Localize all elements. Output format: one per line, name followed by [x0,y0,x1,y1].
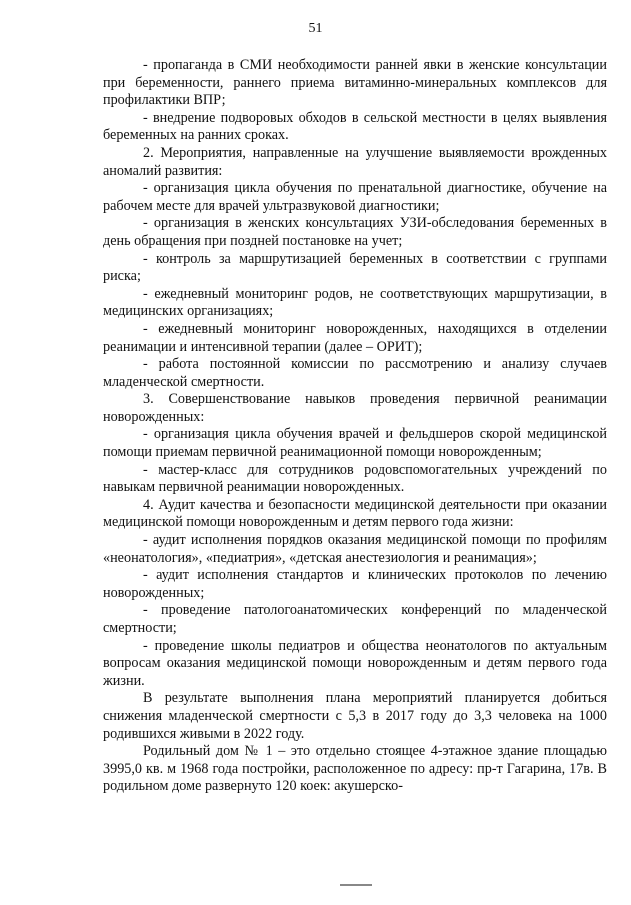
paragraph: - аудит исполнения стандартов и клинических протоколов по лечению новорожденных; [103,567,607,601]
footer-rule [340,884,372,886]
paragraph: - аудит исполнения порядков оказания медицинской помощи по профилям «неонатология», «педиатрия», «детская анестезиология и реанимация»; [103,532,607,566]
paragraph: - организация цикла обучения по пренатальной диагностике, обучение на рабочем месте для врачей ультразвуковой диагностики; [103,180,607,214]
paragraph: 3. Совершенствование навыков проведения первичной реанимации новорожденных: [103,391,607,425]
paragraph: - организация цикла обучения врачей и фельдшеров скорой медицинской помощи приемам первичной реанимационной помощи новорожденным; [103,426,607,461]
page-number: 51 [308,21,323,36]
paragraph: - внедрение подворовых обходов в сельской местности в целях выявления беременных на ранних сроках. [103,109,607,144]
paragraph: В результате выполнения плана мероприятий планируется добиться снижения младенческой смертности с 5,3 в 2017 году до 3,3 человека на 1000 родившихся живыми в 2022 году. [103,690,607,742]
paragraph: - проведение патологоанатомических конференций по младенческой смертности; [103,602,607,636]
paragraph: - проведение школы педиатров и общества неонатологов по актуальным вопросам оказания медицинской помощи новорожденным и детям первого года жизни. [103,637,607,689]
paragraph: 2. Мероприятия, направленные на улучшение выявляемости врожденных аномалий развития: [103,144,607,179]
paragraph: - контроль за маршрутизацией беременных в соответствии с группами риска; [103,250,607,285]
paragraph: 4. Аудит качества и безопасности медицинской деятельности при оказании медицинской помощи новорожденным и детям первого года жизни: [103,496,607,531]
paragraph: - пропаганда в СМИ необходимости ранней явки в женские консультации при беременности, раннего приема витаминно-минеральных комплексов для профилактики ВПР; [103,57,607,109]
paragraph: - организация в женских консультациях УЗИ-обследования беременных в день обращения при поздней постановке на учет; [103,215,607,249]
body-text [103,57,607,796]
paragraph: Родильный дом № 1 – это отдельно стоящее 4-этажное здание площадью 3995,0 кв. м 1968 года постройки, расположенное по адресу: пр-т Гагарина, 17в. В родильном доме развернуто 120 коек: акушерско- [103,743,607,795]
paragraph: - ежедневный мониторинг родов, не соответствующих маршрутизации, в медицинских организациях; [103,285,607,320]
paragraph: - мастер-класс для сотрудников родовспомогательных учреждений по навыкам первичной реанимации новорожденных. [103,461,607,496]
paragraph: - ежедневный мониторинг новорожденных, находящихся в отделении реанимации и интенсивной терапии (далее – ОРИТ); [103,320,607,355]
paragraph: - работа постоянной комиссии по рассмотрению и анализу случаев младенческой смертности. [103,356,607,390]
